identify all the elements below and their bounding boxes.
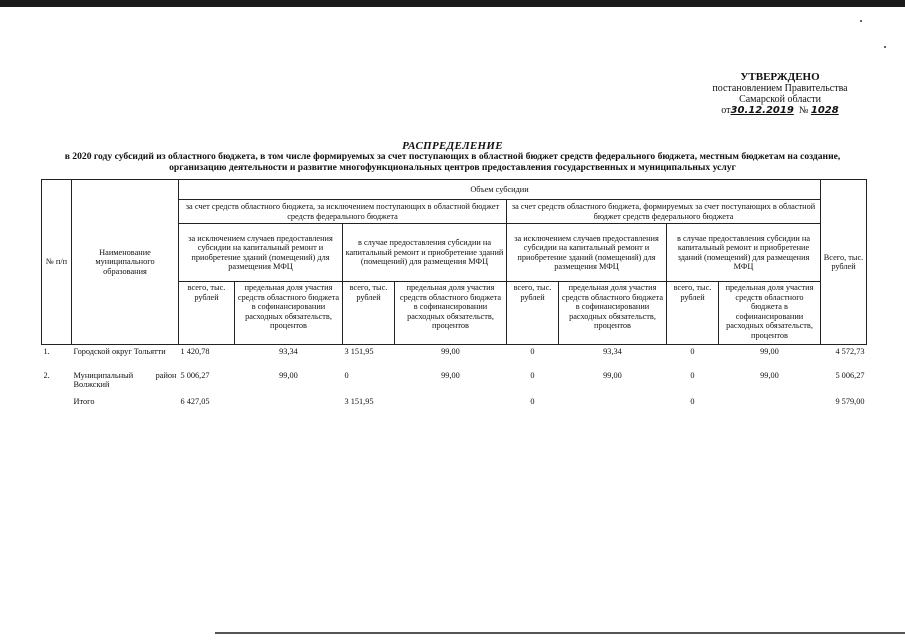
table-footer-row [42, 395, 867, 413]
scan-bottom-line [215, 632, 905, 634]
header-volume: Объем субсидии [179, 180, 821, 200]
row-total-3: 0 [530, 370, 535, 380]
footer-total-4: 0 [690, 396, 695, 406]
row-total-1: 5 006,27 [180, 370, 210, 380]
row-grand-total: 4 572,73 [835, 347, 865, 356]
footer-label: Итого [73, 396, 95, 406]
row-grand-total: 5 006,27 [835, 370, 865, 380]
row-total-4: 0 [690, 347, 695, 356]
row-name: Муниципальный район Волжский [73, 370, 177, 389]
approval-heading: УТВЕРЖДЕНО [740, 71, 820, 83]
scan-top-border [0, 0, 905, 7]
footer-empty [235, 395, 343, 413]
header-group-federal: за счет средств областного бюджета, формируемых за счет поступающих в областной бюджет средств федерального бюджета [507, 200, 821, 224]
date-prefix: от [721, 105, 731, 116]
approval-line-2: Самарской области [739, 94, 821, 105]
row-total-4: 0 [690, 370, 695, 380]
approval-stamp [700, 72, 860, 116]
distribution-table [41, 179, 867, 413]
row-share-1: 99,00 [279, 370, 298, 380]
row-share-3: 93,34 [603, 347, 622, 356]
approval-date-line [700, 105, 860, 116]
header-col-total: всего, тыс. рублей [179, 282, 235, 345]
scan-speck [860, 20, 862, 22]
header-except-federal: за исключением случаев предоставления субсидии на капитальный ремонт и приобретение зданий (помещений) для размещения МФЦ [507, 224, 667, 282]
row-total-3: 0 [530, 347, 535, 356]
footer-total-2: 3 151,95 [344, 396, 374, 406]
footer-total-1: 6 427,05 [180, 396, 210, 406]
header-case-regional: в случае предоставления субсидии на капитальный ремонт и приобретение зданий (помещений) для размещения МФЦ [343, 224, 507, 282]
header-col-total: всего, тыс. рублей [667, 282, 719, 345]
header-group-regional: за счет средств областного бюджета, за исключением поступающих в областной бюджет средств федерального бюджета [179, 200, 507, 224]
header-col-share: предельная доля участия средств областного бюджета в софинансировании расходных обязательств, процентов [559, 282, 667, 345]
header-name: Наименование муниципального образования [72, 180, 179, 345]
table-row [42, 345, 867, 369]
footer-empty [559, 395, 667, 413]
row-total-2: 3 151,95 [344, 347, 374, 356]
header-col-share: предельная доля участия средств областного бюджета в софинансировании расходных обязательств, процентов [235, 282, 343, 345]
row-share-4: 99,00 [760, 347, 779, 356]
header-case-federal: в случае предоставления субсидии на капитальный ремонт и приобретение зданий (помещений) для размещения МФЦ [667, 224, 821, 282]
header-col-share: предельная доля участия средств областного бюджета в софинансировании расходных обязательств, процентов [719, 282, 821, 345]
row-share-3: 99,00 [603, 370, 622, 380]
header-col-share: предельная доля участия средств областного бюджета в софинансировании расходных обязательств, процентов [395, 282, 507, 345]
row-num: 2. [43, 370, 50, 380]
header-except-regional: за исключением случаев предоставления субсидии на капитальный ремонт и приобретение зданий (помещений) для размещения МФЦ [179, 224, 343, 282]
row-name: Городской округ Тольятти [73, 347, 166, 356]
footer-empty [395, 395, 507, 413]
header-col-total: всего, тыс. рублей [507, 282, 559, 345]
footer-grand-total: 9 579,00 [835, 396, 865, 406]
header-col-total: всего, тыс. рублей [343, 282, 395, 345]
row-share-1: 93,34 [279, 347, 298, 356]
document-subtitle: в 2020 году субсидий из областного бюджета, в том числе формируемых за счет поступающих в областной бюджет средств федерального бюджета, местным бюджетам на создание, организацию деятельности и развитие многофункциональных центров предоставления государственных и муниципальных услуг [64, 151, 841, 173]
footer-empty [719, 395, 821, 413]
approval-line-1: постановлением Правительства [712, 83, 848, 94]
footer-total-3: 0 [530, 396, 535, 406]
number-prefix: № [798, 105, 809, 116]
header-total: Всего, тыс. рублей [821, 180, 867, 345]
row-share-2: 99,00 [441, 347, 460, 356]
table-row [42, 369, 867, 395]
approval-date: 30.12.2019 [730, 105, 794, 116]
header-num: № п/п [42, 180, 72, 345]
row-num: 1. [43, 347, 50, 356]
row-share-4: 99,00 [760, 370, 779, 380]
row-total-1: 1 420,78 [180, 347, 210, 356]
row-total-2: 0 [344, 370, 349, 380]
row-share-2: 99,00 [441, 370, 460, 380]
scan-speck [884, 46, 886, 48]
document-title: РАСПРЕДЕЛЕНИЕ [402, 140, 503, 152]
approval-number: 1028 [810, 105, 839, 116]
footer-empty [42, 395, 72, 413]
